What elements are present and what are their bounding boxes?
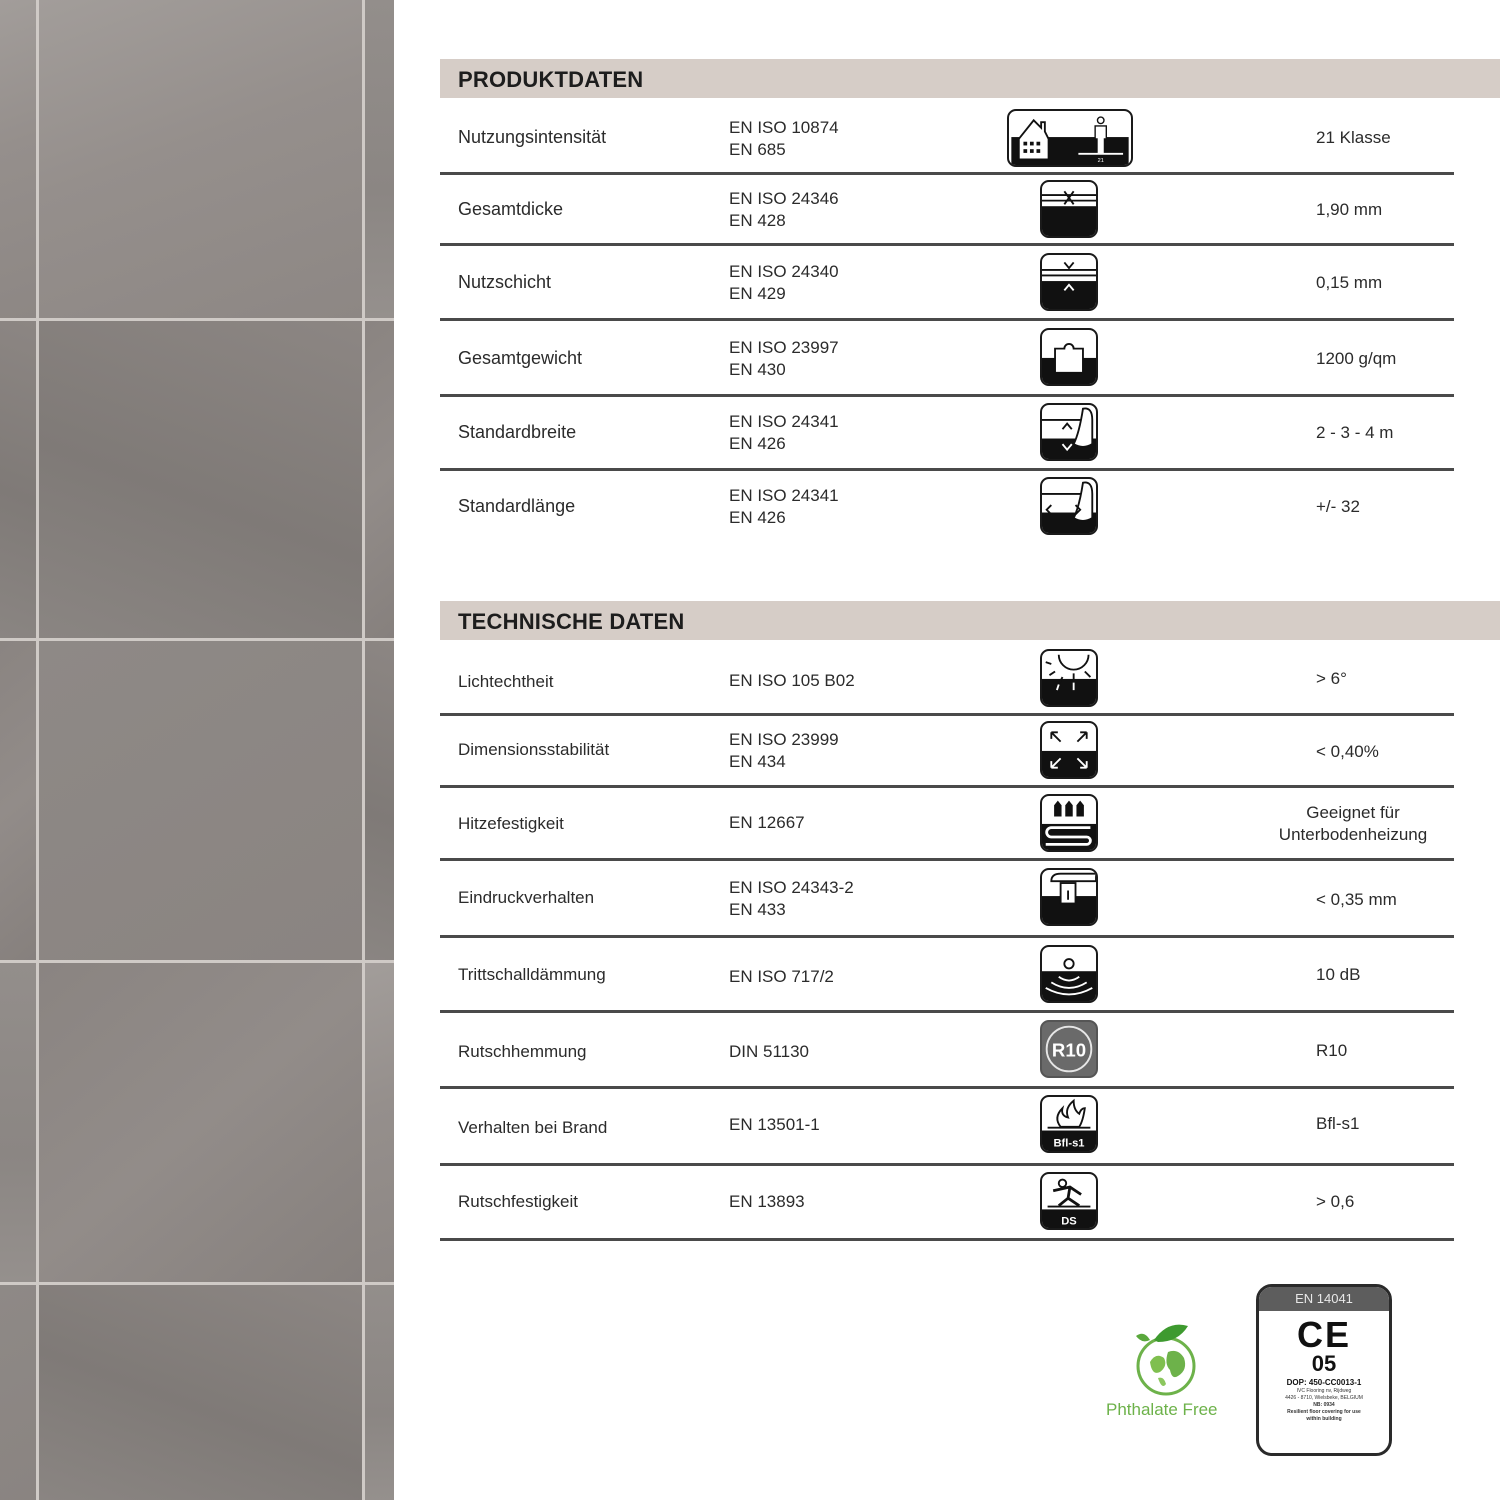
norm-primary: EN 13501-1 (729, 1115, 820, 1134)
svg-text:R10: R10 (1051, 1039, 1087, 1061)
table-row (440, 1013, 1454, 1087)
norm-primary: EN ISO 24343-2 (729, 878, 854, 897)
svg-text:Bfl-s1: Bfl-s1 (1053, 1137, 1085, 1150)
table-row (440, 716, 1454, 786)
leaf-globe-icon (1124, 1322, 1204, 1400)
property-label: Dimensionsstabilität (458, 740, 610, 759)
property-value: 0,15 mm (1316, 273, 1383, 292)
fire-behaviour-icon (1040, 1095, 1098, 1153)
property-label: Standardbreite (458, 422, 577, 442)
property-value: +/- 32 (1316, 497, 1360, 516)
table-row (440, 938, 1454, 1011)
norm-primary: EN 12667 (729, 813, 805, 832)
property-label: Gesamtgewicht (458, 348, 583, 368)
norm-primary: DIN 51130 (729, 1042, 810, 1061)
indentation-icon (1040, 868, 1098, 926)
table-row (440, 1089, 1454, 1163)
ce-fine-print: IVC Flooring nv, Rijdweg 4426 - 8710, Wielsbeke, BELGIUM NB: 0934 Resilient floor covering for use within building (1285, 1388, 1363, 1422)
ce-year: 05 (1311, 1351, 1337, 1376)
property-value: Bfl-s1 (1316, 1114, 1360, 1133)
norm-secondary: EN 429 (729, 284, 786, 303)
table-row (440, 1166, 1454, 1239)
norm-primary: EN ISO 24346 (729, 189, 839, 208)
property-label: Lichtechtheit (458, 672, 554, 691)
property-value: 1,90 mm (1316, 200, 1383, 219)
property-value-line2: Unterbodenheizung (1278, 825, 1428, 844)
row-divider (440, 1238, 1454, 1241)
property-label: Standardlänge (458, 496, 576, 516)
light-fastness-sun-icon (1040, 649, 1098, 707)
norm-primary: EN ISO 24341 (729, 412, 839, 431)
table-row (440, 642, 1454, 714)
wear-layer-icon (1040, 253, 1098, 311)
property-label: Verhalten bei Brand (458, 1118, 608, 1137)
norm-primary: EN ISO 105 B02 (729, 671, 855, 690)
phthalate-free-badge (1100, 1318, 1230, 1430)
section-header-produktdaten (440, 59, 1500, 98)
table-row (440, 100, 1454, 174)
section-title: PRODUKTDATEN (458, 67, 644, 92)
slip-person-ds-icon (1040, 1172, 1098, 1230)
property-value-line1: Geeignet für (1306, 803, 1400, 822)
svg-text:DS: DS (1061, 1215, 1077, 1228)
norm-primary: EN ISO 23997 (729, 338, 839, 357)
roll-length-icon (1040, 477, 1098, 535)
norm-secondary: EN 428 (729, 211, 786, 230)
property-label: Rutschfestigkeit (458, 1192, 578, 1211)
total-thickness-icon (1040, 180, 1098, 238)
norm-primary: EN 13893 (729, 1192, 805, 1211)
table-row (440, 788, 1454, 859)
property-value: < 0,35 mm (1316, 890, 1397, 909)
property-value: 10 dB (1316, 965, 1361, 984)
ce-standard: EN 14041 (1259, 1287, 1389, 1311)
norm-secondary: EN 426 (729, 434, 786, 453)
property-value: > 0,6 (1316, 1192, 1355, 1211)
weight-icon (1040, 328, 1098, 386)
norm-secondary: EN 426 (729, 508, 786, 527)
table-row (440, 471, 1454, 545)
property-label: Hitzefestigkeit (458, 814, 564, 833)
table-row (440, 175, 1454, 245)
table-row (440, 861, 1454, 935)
norm-primary: EN ISO 10874 (729, 118, 839, 137)
property-value: 2 - 3 - 4 m (1316, 423, 1394, 442)
impact-sound-icon (1040, 945, 1098, 1003)
table-row (440, 397, 1454, 469)
section-header-technische-daten (440, 601, 1500, 640)
section-title: TECHNISCHE DATEN (458, 609, 685, 634)
dimensional-stability-arrows-icon (1040, 721, 1098, 779)
floor-tile-image (0, 0, 394, 1500)
property-label: Rutschhemmung (458, 1042, 587, 1061)
property-label: Eindruckverhalten (458, 888, 595, 907)
underfloor-heating-icon (1040, 794, 1098, 852)
ce-dop: DOP: 450-CC0013-1 (1286, 1378, 1362, 1387)
property-value: 1200 g/qm (1316, 349, 1397, 368)
usage-class-house-person-icon (1007, 109, 1133, 167)
phthalate-free-label: Phthalate Free (1106, 1400, 1218, 1419)
norm-secondary: EN 430 (729, 360, 786, 379)
roll-width-icon (1040, 403, 1098, 461)
norm-primary: EN ISO 23999 (729, 730, 839, 749)
table-row (440, 321, 1454, 395)
ce-mark-icon: CE (1296, 1314, 1351, 1355)
property-label: Nutzschicht (458, 272, 552, 292)
property-value: > 6° (1316, 669, 1347, 688)
svg-text:21: 21 (1097, 158, 1104, 165)
property-value: < 0,40% (1316, 742, 1379, 761)
property-label: Trittschalldämmung (458, 965, 606, 984)
property-value: 21 Klasse (1316, 128, 1391, 147)
property-label: Nutzungsintensität (458, 127, 607, 147)
norm-secondary: EN 685 (729, 140, 786, 159)
norm-primary: EN ISO 24340 (729, 262, 839, 281)
norm-secondary: EN 434 (729, 752, 786, 771)
slip-resistance-r10-icon (1040, 1020, 1098, 1078)
property-value: R10 (1316, 1041, 1348, 1060)
ce-declaration-label (1256, 1284, 1392, 1456)
norm-primary: EN ISO 717/2 (729, 967, 834, 986)
norm-secondary: EN 433 (729, 900, 786, 919)
table-row (440, 246, 1454, 319)
property-label: Gesamtdicke (458, 199, 564, 219)
norm-primary: EN ISO 24341 (729, 486, 839, 505)
